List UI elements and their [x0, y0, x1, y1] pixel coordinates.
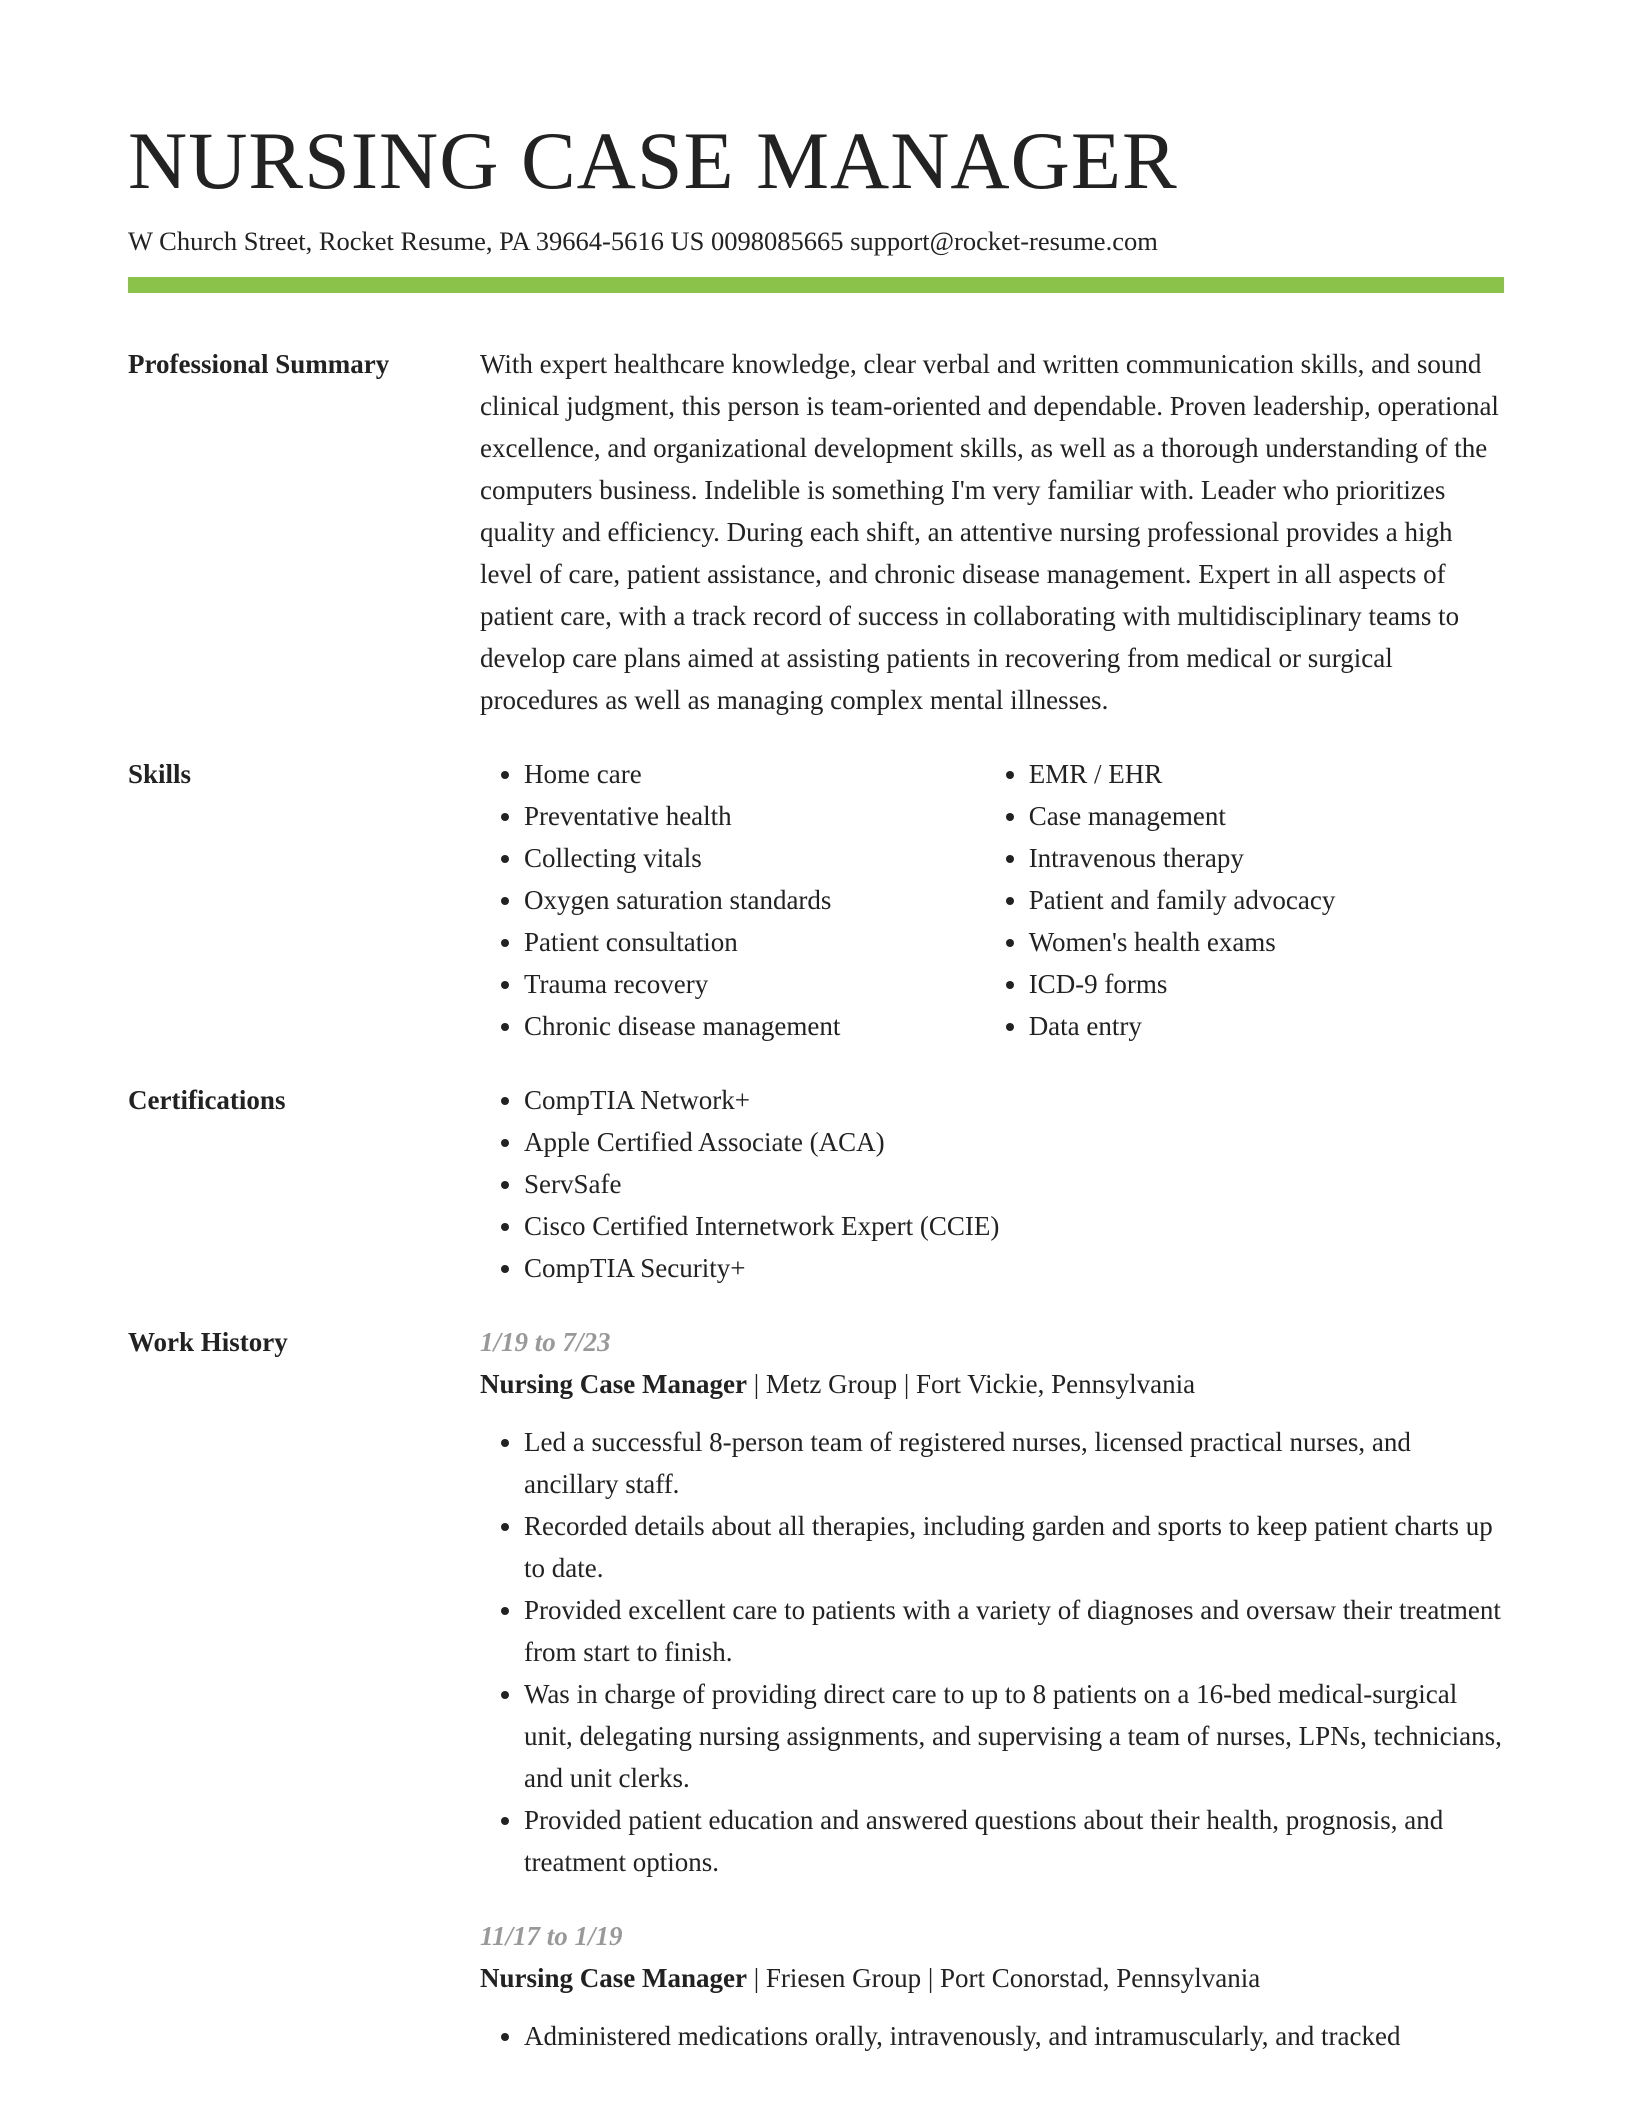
certification-item: • Apple Certified Associate (ACA): [524, 1121, 1504, 1163]
job-title: Nursing Case Manager: [480, 1962, 747, 1993]
accent-divider: [128, 277, 1504, 293]
job-dates: 11/17 to 1/19: [480, 1920, 623, 1951]
professional-summary-section: [128, 343, 1504, 721]
skills-grid: [480, 753, 1504, 1047]
job-dates: 1/19 to 7/23: [480, 1326, 611, 1357]
skill-item: • Oxygen saturation standards: [524, 879, 985, 921]
section-label: Professional Summary: [128, 348, 390, 379]
skills-list-left: [480, 753, 985, 1047]
skill-item: • Case management: [1029, 795, 1504, 837]
certification-item: • CompTIA Security+: [524, 1247, 1504, 1289]
work-history-section: [128, 1321, 1504, 2057]
skill-item: • Chronic disease management: [524, 1005, 985, 1047]
summary-text: With expert healthcare knowledge, clear verbal and written communication skills, and sound clinical judgment, this person is team-oriented and dependable. Proven leadership, operational excellence, and organizational development skills, as well as a thorough understanding of the computers business. Indelible is something I'm very familiar with. Leader who prioritizes quality and efficiency. During each shift, an attentive nursing professional provides a high level of care, patient assistance, and chronic disease management. Expert in all aspects of patient care, with a track record of success in collaborating with multidisciplinary teams to develop care plans aimed at assisting patients in recovering from medical or surgical procedures as well as managing complex mental illnesses.: [480, 348, 1499, 715]
skill-item: • Patient and family advocacy: [1029, 879, 1504, 921]
certifications-section: [128, 1079, 1504, 1289]
certifications-content: [480, 1079, 1504, 1289]
contact-line: W Church Street, Rocket Resume, PA 39664-5616 US 0098085665 support@rocket-resume.com: [128, 226, 1158, 257]
job-heading: [480, 1363, 1504, 1405]
skill-item: • EMR / EHR: [1029, 753, 1504, 795]
section-label: Work History: [128, 1326, 288, 1357]
section-label: Skills: [128, 758, 192, 789]
job-title: Nursing Case Manager: [480, 1368, 747, 1399]
section-label: Certifications: [128, 1084, 286, 1115]
job-entry: [480, 1321, 1504, 1883]
skill-item: • Data entry: [1029, 1005, 1504, 1047]
job-company-location: | Metz Group | Fort Vickie, Pennsylvania: [746, 1368, 1196, 1399]
job-bullet: • Administered medications orally, intravenously, and intramuscularly, and tracked: [524, 2015, 1504, 2057]
job-bullet: • Provided excellent care to patients with a variety of diagnoses and oversaw their treatment from start to finish.: [524, 1589, 1504, 1673]
skill-item: • Preventative health: [524, 795, 985, 837]
resume-title: NURSING CASE MANAGER: [128, 115, 1178, 206]
job-entry: [480, 1915, 1504, 2057]
job-heading: [480, 1957, 1504, 1999]
job-bullet: • Provided patient education and answered questions about their health, prognosis, and treatment options.: [524, 1799, 1504, 1883]
job-bullet: • Led a successful 8-person team of registered nurses, licensed practical nurses, and ancillary staff.: [524, 1421, 1504, 1505]
certification-item: • Cisco Certified Internetwork Expert (CCIE): [524, 1205, 1504, 1247]
skill-item: • ICD-9 forms: [1029, 963, 1504, 1005]
skills-list-right: [985, 753, 1504, 1047]
certifications-list: [480, 1079, 1504, 1289]
job-bullets: [480, 1421, 1504, 1883]
certification-item: • CompTIA Network+: [524, 1079, 1504, 1121]
skill-item: • Trauma recovery: [524, 963, 985, 1005]
skill-item: • Home care: [524, 753, 985, 795]
job-bullets: [480, 2015, 1504, 2057]
work-history-content: [480, 1321, 1504, 2057]
job-bullet: • Recorded details about all therapies, including garden and sports to keep patient charts up to date.: [524, 1505, 1504, 1589]
skill-item: • Intravenous therapy: [1029, 837, 1504, 879]
certification-item: • ServSafe: [524, 1163, 1504, 1205]
skill-item: • Collecting vitals: [524, 837, 985, 879]
skills-section: [128, 753, 1504, 1047]
skill-item: • Women's health exams: [1029, 921, 1504, 963]
job-bullet: • Was in charge of providing direct care to up to 8 patients on a 16-bed medical-surgical unit, delegating nursing assignments, and supervising a team of nurses, LPNs, technicians, and unit clerks.: [524, 1673, 1504, 1799]
skill-item: • Patient consultation: [524, 921, 985, 963]
job-company-location: | Friesen Group | Port Conorstad, Pennsylvania: [746, 1962, 1261, 1993]
